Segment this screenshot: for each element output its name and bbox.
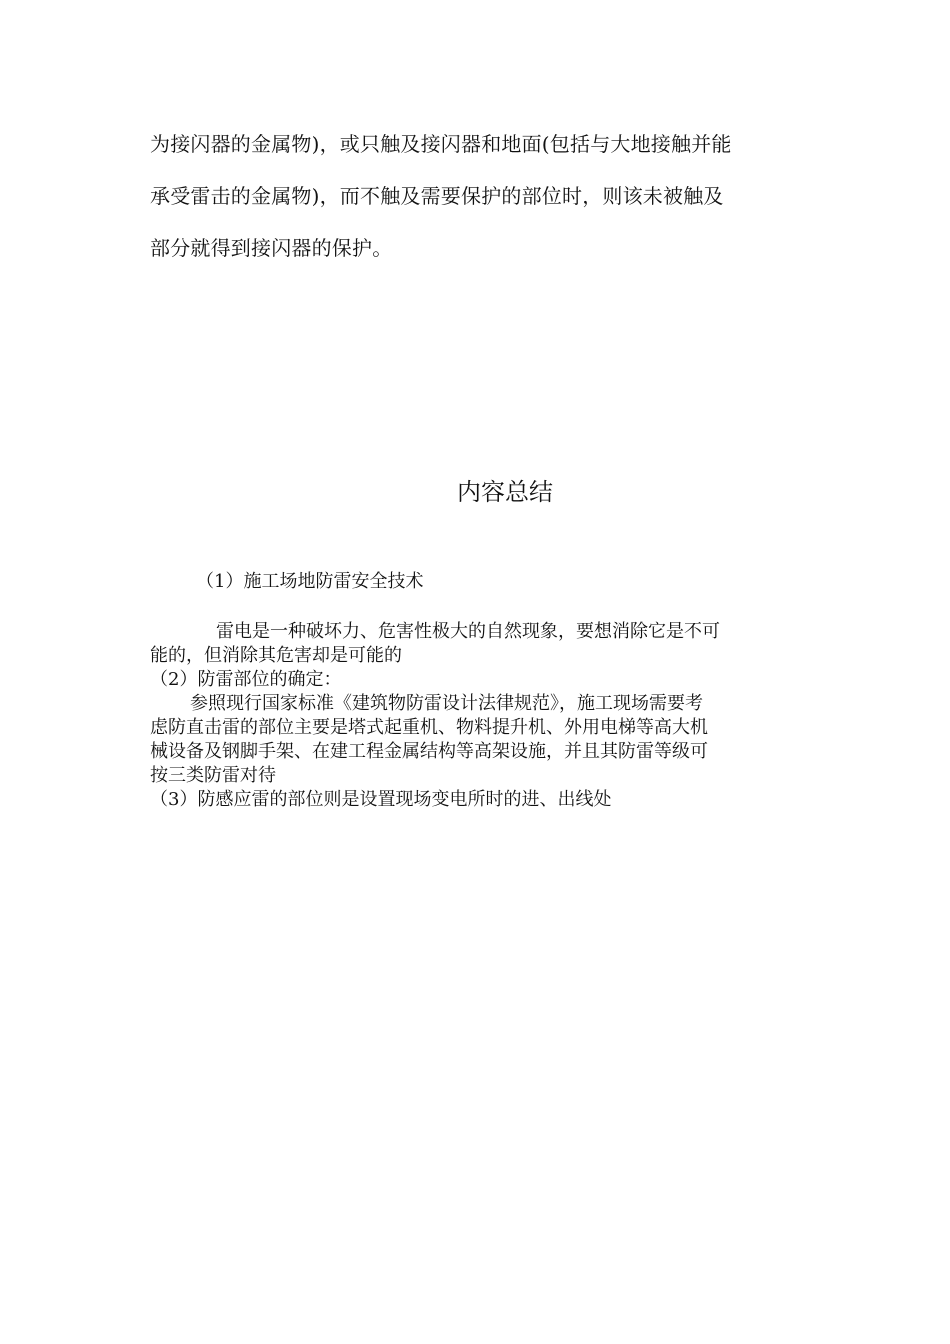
paragraph-line: 承受雷击的金属物)，而不触及需要保护的部位时，则该未被触及	[150, 184, 724, 208]
paragraph-line: 参照现行国家标准《建筑物防雷设计法律规范》，施工现场需要考	[190, 693, 703, 714]
paragraph-line: 虑防直击雷的部位主要是塔式起重机、物料提升机、外用电梯等高大机	[150, 717, 708, 738]
item2-heading: （2）防雷部位的确定：	[150, 669, 342, 690]
item1-paragraph	[150, 620, 810, 668]
summary-title: 内容总结	[457, 478, 553, 506]
item3-heading: （3）防感应雷的部位则是设置现场变电所时的进、出线处	[150, 789, 612, 810]
continuation-paragraph	[150, 118, 810, 274]
summary-body	[150, 570, 810, 812]
paragraph-line: 为接闪器的金属物)，或只触及接闪器和地面(包括与大地接触并能	[150, 132, 732, 156]
paragraph-line: 能的，但消除其危害却是可能的	[150, 645, 402, 666]
paragraph-line: 械设备及钢脚手架、在建工程金属结构等高架设施，并且其防雷等级可	[150, 741, 708, 762]
item1-heading: （1）施工场地防雷安全技术	[196, 571, 424, 592]
paragraph-line: 部分就得到接闪器的保护。	[150, 236, 393, 260]
paragraph-line: 按三类防雷对待	[150, 765, 276, 786]
item2-paragraph	[150, 692, 810, 788]
paragraph-line: 雷电是一种破坏力、危害性极大的自然现象，要想消除它是不可	[216, 621, 720, 642]
